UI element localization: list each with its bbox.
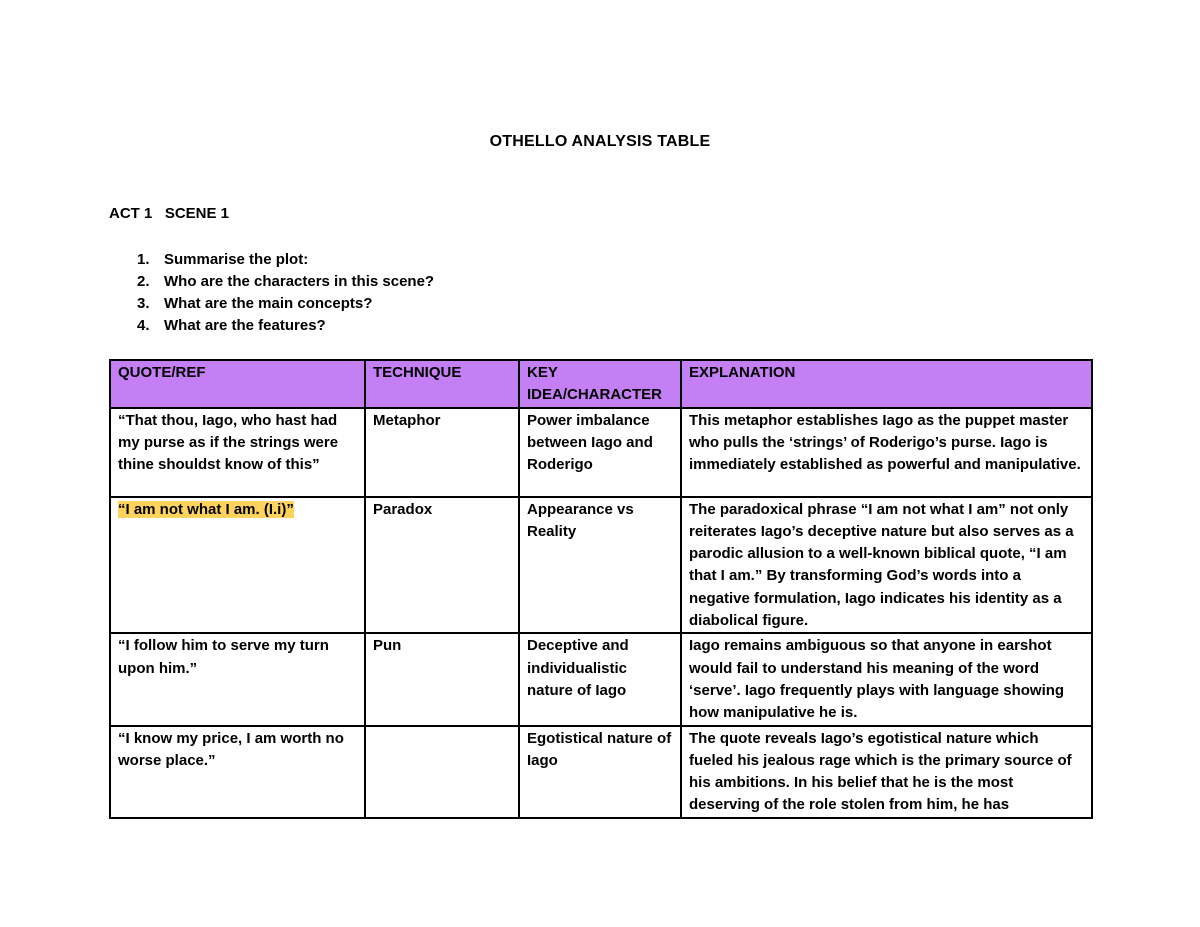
list-item-text: What are the main concepts? — [164, 295, 373, 312]
cell-key-idea: Power imbalance between Iago and Roderigo — [519, 408, 681, 497]
cell-key-idea: Egotistical nature of Iago — [519, 726, 681, 818]
list-item — [109, 249, 434, 271]
cell-quote: “I follow him to serve my turn upon him.” — [110, 633, 365, 725]
cell-quote: “I know my price, I am worth no worse place.” — [110, 726, 365, 818]
list-item — [109, 271, 434, 293]
cell-technique: Metaphor — [365, 408, 519, 497]
cell-technique: Pun — [365, 633, 519, 725]
table-row — [110, 497, 1092, 634]
column-header-key-idea: KEY IDEA/CHARACTER — [519, 360, 681, 408]
document-title: OTHELLO ANALYSIS TABLE — [489, 133, 711, 150]
cell-technique: Paradox — [365, 497, 519, 634]
cell-quote: “That thou, Iago, who hast had my purse as if the strings were thine shouldst know of this” — [110, 408, 365, 497]
highlighted-quote: “I am not what I am. (I.i)” — [118, 500, 294, 518]
column-header-explanation: EXPLANATION — [681, 360, 1092, 408]
list-item-number: 2. — [137, 273, 150, 290]
cell-explanation: The paradoxical phrase “I am not what I am” not only reiterates Iago’s deceptive nature but also serves as a parodic allusion to a well-known biblical quote, “I am that I am.” By transforming God’s words into a negative formulation, Iago indicates his identity as a diabolical figure. — [681, 497, 1092, 634]
list-item — [109, 293, 434, 315]
list-item-text: Who are the characters in this scene? — [164, 273, 435, 290]
table-header-row — [110, 360, 1092, 408]
cell-explanation: This metaphor establishes Iago as the puppet master who pulls the ‘strings’ of Roderigo’s purse. Iago is immediately established as powerful and manipulative. — [681, 408, 1092, 497]
cell-technique — [365, 726, 519, 818]
list-item-number: 1. — [137, 251, 150, 268]
table-row — [110, 726, 1092, 818]
list-item-text: Summarise the plot: — [164, 251, 309, 268]
table-row — [110, 408, 1092, 497]
section-heading: ACT 1 SCENE 1 — [109, 205, 230, 222]
cell-explanation: Iago remains ambiguous so that anyone in earshot would fail to understand his meaning of the word ‘serve’. Iago frequently plays with language showing how manipulative he is. — [681, 633, 1092, 725]
list-item-text: What are the features? — [164, 317, 326, 334]
question-list — [109, 249, 434, 337]
column-header-quote: QUOTE/REF — [110, 360, 365, 408]
table-row — [110, 633, 1092, 725]
list-item — [109, 315, 434, 337]
cell-key-idea: Appearance vs Reality — [519, 497, 681, 634]
list-item-number: 3. — [137, 295, 150, 312]
column-header-technique: TECHNIQUE — [365, 360, 519, 408]
cell-quote — [110, 497, 365, 634]
analysis-table — [109, 359, 1093, 819]
cell-key-idea: Deceptive and individualistic nature of Iago — [519, 633, 681, 725]
cell-explanation: The quote reveals Iago’s egotistical nature which fueled his jealous rage which is the primary source of his ambitions. In his belief that he is the most deserving of the role stolen from him, he has — [681, 726, 1092, 818]
list-item-number: 4. — [137, 317, 150, 334]
